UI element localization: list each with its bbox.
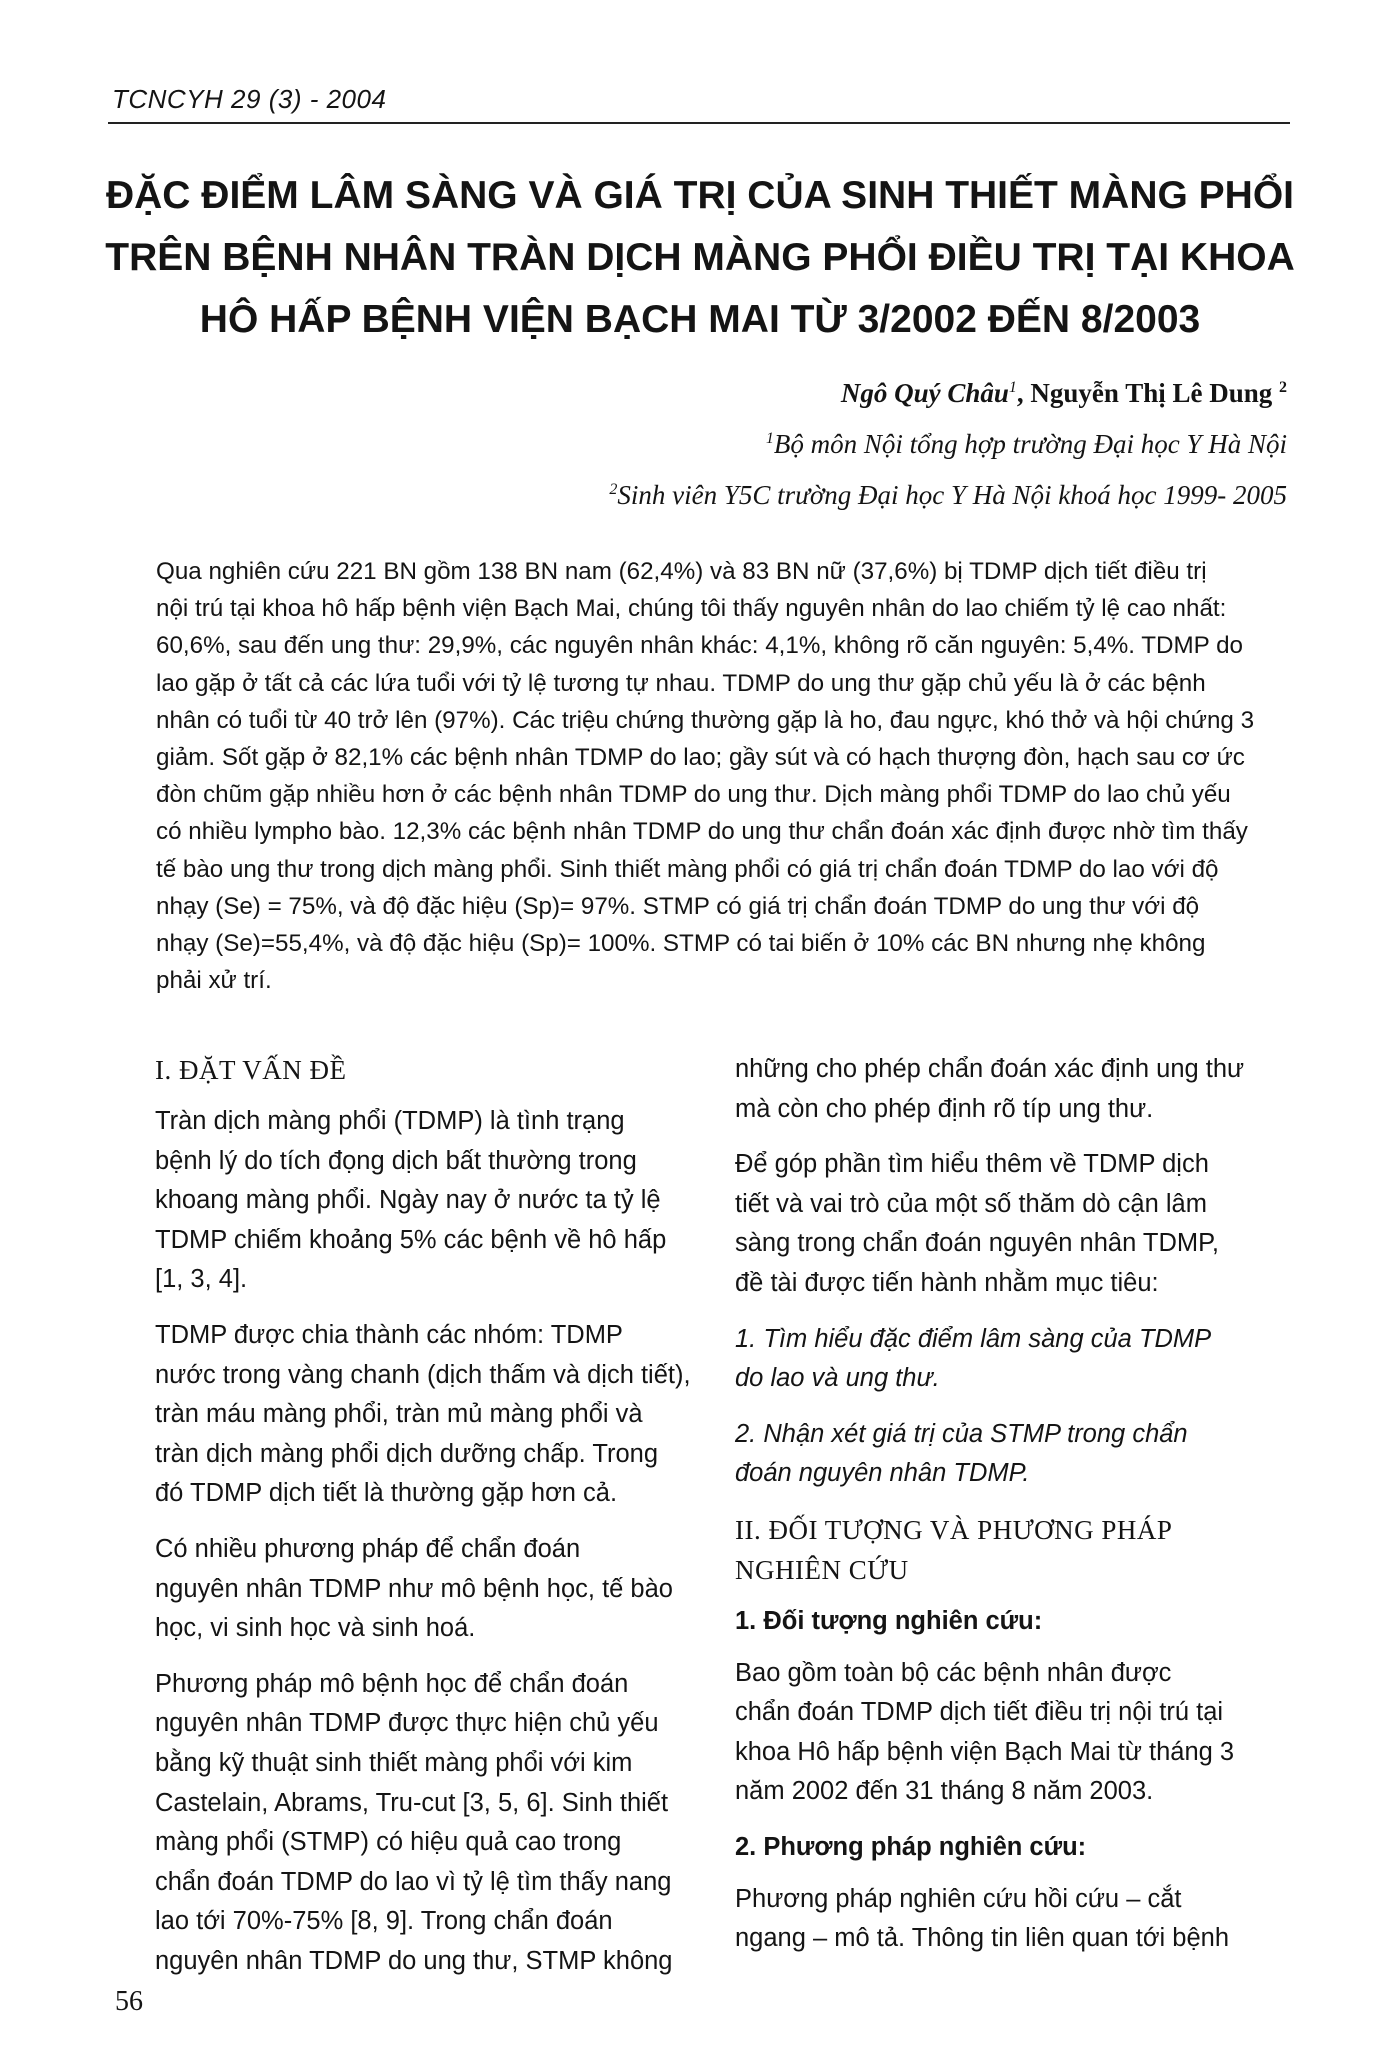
- paragraph: [735, 1880, 1305, 1959]
- text-line: nguyên nhân TDMP như mô bệnh học, tế bào: [155, 1574, 673, 1603]
- right-column: [735, 1050, 1305, 1975]
- text-line: bệnh lý do tích đọng dịch bất thường trong: [155, 1146, 637, 1175]
- objective-item: [735, 1415, 1305, 1494]
- author-name: Ngô Quý Châu: [840, 378, 1009, 408]
- text-line: tràn dịch màng phổi dịch dưỡng chấp. Trong: [155, 1439, 659, 1468]
- text-line: Castelain, Abrams, Tru-cut [3, 5, 6]. Sinh thiết: [155, 1788, 669, 1817]
- paragraph: [735, 1050, 1305, 1129]
- text-line: TDMP được chia thành các nhóm: TDMP: [155, 1320, 623, 1349]
- text-line: [1, 3, 4].: [155, 1265, 248, 1294]
- text-line: mà còn cho phép định rõ típ ung thư.: [735, 1094, 1154, 1123]
- text-line: Có nhiều phương pháp để chẩn đoán: [155, 1534, 581, 1563]
- paragraph: [155, 1665, 675, 1982]
- text-line: ngang – mô tả. Thông tin liên quan tới bệnh: [735, 1924, 1230, 1953]
- header-rule: [108, 122, 1290, 124]
- text-line: bằng kỹ thuật sinh thiết màng phổi với kim: [155, 1748, 633, 1777]
- text-line: đó TDMP dịch tiết là thường gặp hơn cả.: [155, 1479, 618, 1508]
- abstract-line: lao gặp ở tất cả các lứa tuổi với tỷ lệ tương tự nhau. TDMP do ung thư gặp chủ yếu là ở các bệnh: [156, 669, 1206, 697]
- author-superscript: 2: [1279, 379, 1287, 396]
- subsection-heading: 2. Phương pháp nghiên cứu:: [735, 1832, 1087, 1861]
- section-heading: [735, 1510, 1305, 1590]
- author-line: [387, 365, 1287, 416]
- abstract-line: nhân có tuổi từ 40 trở lên (97%). Các triệu chứng thường gặp là ho, đau ngực, khó thở và hội chứng 3: [156, 706, 1255, 734]
- text-line: chẩn đoán TDMP do lao vì tỷ lệ tìm thấy nang: [155, 1867, 672, 1896]
- abstract-line: nhạy (Se) = 75%, và độ đặc hiệu (Sp)= 97%. STMP có giá trị chẩn đoán TDMP do ung thư với độ: [156, 892, 1200, 920]
- paragraph: [735, 1145, 1305, 1303]
- author-block: [387, 365, 1287, 518]
- paragraph: [155, 1102, 675, 1300]
- text-line: Phương pháp nghiên cứu hồi cứu – cắt: [735, 1884, 1182, 1913]
- affiliation-line: [387, 467, 1287, 518]
- abstract: [156, 553, 1301, 999]
- heading-line: NGHIÊN CỨU: [735, 1554, 909, 1585]
- affiliation-line: [387, 416, 1287, 467]
- title-line: TRÊN BỆNH NHÂN TRÀN DỊCH MÀNG PHỔI ĐIỀU TRỊ TẠI KHOA: [105, 236, 1295, 279]
- text-line: học, vi sinh học và sinh hoá.: [155, 1614, 476, 1643]
- text-line: màng phổi (STMP) có hiệu quả cao trong: [155, 1828, 622, 1857]
- affiliation-text: Sinh viên Y5C trường Đại học Y Hà Nội khoá học 1999- 2005: [617, 480, 1287, 510]
- abstract-line: phải xử trí.: [156, 967, 272, 995]
- abstract-line: có nhiều lympho bào. 12,3% các bệnh nhân TDMP do ung thư chẩn đoán xác định được nhờ tìm thấy: [156, 818, 1248, 846]
- running-head: TCNCYH 29 (3) - 2004: [112, 84, 387, 114]
- text-line: đề tài được tiến hành nhằm mục tiêu:: [735, 1268, 1159, 1297]
- author-separator: ,: [1016, 378, 1031, 408]
- text-line: đoán nguyên nhân TDMP.: [735, 1459, 1030, 1488]
- text-line: tiết và vai trò của một số thăm dò cận lâm: [735, 1189, 1207, 1218]
- text-line: năm 2002 đến 31 tháng 8 năm 2003.: [735, 1777, 1154, 1806]
- subsection-heading: 1. Đối tượng nghiên cứu:: [735, 1606, 1043, 1635]
- text-line: nguyên nhân TDMP do ung thư, STMP không: [155, 1946, 673, 1975]
- abstract-line: nội trú tại khoa hô hấp bệnh viện Bạch Mai, chúng tôi thấy nguyên nhân do lao chiếm tỷ lệ cao nhất:: [156, 595, 1227, 623]
- paragraph: [155, 1316, 691, 1514]
- text-line: TDMP chiếm khoảng 5% các bệnh về hô hấp: [155, 1225, 667, 1254]
- section-heading: I. ĐẶT VẤN ĐỀ: [155, 1055, 347, 1085]
- text-line: 1. Tìm hiểu đặc điểm lâm sàng của TDMP: [735, 1324, 1212, 1353]
- text-line: nước trong vàng chanh (dịch thấm và dịch tiết),: [155, 1360, 691, 1389]
- text-line: tràn máu màng phổi, tràn mủ màng phổi và: [155, 1400, 643, 1429]
- affiliation-superscript: 2: [609, 481, 618, 498]
- text-line: Tràn dịch màng phổi (TDMP) là tình trạng: [155, 1107, 625, 1135]
- paragraph: [735, 1654, 1305, 1812]
- text-line: do lao và ung thư.: [735, 1364, 940, 1393]
- text-line: khoang màng phổi. Ngày nay ở nước ta tỷ lệ: [155, 1186, 661, 1215]
- text-line: khoa Hô hấp bệnh viện Bạch Mai từ tháng 3: [735, 1737, 1235, 1766]
- text-line: Phương pháp mô bệnh học để chẩn đoán: [155, 1669, 629, 1698]
- left-column: [155, 1050, 691, 1997]
- abstract-line: nhạy (Se)=55,4%, và độ đặc hiệu (Sp)= 100%. STMP có tai biến ở 10% các BN nhưng nhẹ không: [156, 930, 1206, 958]
- text-line: nguyên nhân TDMP được thực hiện chủ yếu: [155, 1709, 659, 1738]
- text-line: những cho phép chẩn đoán xác định ung thư: [735, 1055, 1245, 1083]
- text-line: lao tới 70%-75% [8, 9]. Trong chẩn đoán: [155, 1907, 613, 1936]
- text-line: sàng trong chẩn đoán nguyên nhân TDMP,: [735, 1229, 1219, 1258]
- text-line: chẩn đoán TDMP dịch tiết điều trị nội trú tại: [735, 1698, 1224, 1727]
- text-line: 2. Nhận xét giá trị của STMP trong chẩn: [735, 1419, 1188, 1448]
- abstract-line: giảm. Sốt gặp ở 82,1% các bệnh nhân TDMP do lao; gầy sút và có hạch thượng đòn, hạch sau cơ ức: [156, 744, 1245, 772]
- text-line: Để góp phần tìm hiểu thêm về TDMP dịch: [735, 1150, 1209, 1179]
- abstract-line: tế bào ung thư trong dịch màng phổi. Sinh thiết màng phổi có giá trị chẩn đoán TDMP do lao với độ: [156, 855, 1219, 883]
- affiliation-superscript: 1: [765, 430, 774, 447]
- paragraph: [155, 1530, 675, 1649]
- article-title: [100, 165, 1300, 351]
- abstract-line: đòn chũm gặp nhiều hơn ở các bệnh nhân TDMP do ung thư. Dịch màng phổi TDMP do lao chủ yếu: [156, 781, 1231, 809]
- author-name: Nguyễn Thị Lê Dung: [1030, 378, 1273, 408]
- title-line: ĐẶC ĐIỂM LÂM SÀNG VÀ GIÁ TRỊ CỦA SINH THIẾT MÀNG PHỔI: [105, 174, 1295, 217]
- author-superscript: 1: [1008, 379, 1017, 396]
- heading-line: II. ĐỐI TƯỢNG VÀ PHƯƠNG PHÁP: [735, 1514, 1173, 1545]
- title-line: HÔ HẤP BỆNH VIỆN BẠCH MAI TỪ 3/2002 ĐẾN 8/2003: [199, 298, 1201, 341]
- affiliation-text: Bộ môn Nội tổng hợp trường Đại học Y Hà Nội: [773, 429, 1287, 459]
- objective-item: [735, 1320, 1305, 1399]
- abstract-line: 60,6%, sau đến ung thư: 29,9%, các nguyên nhân khác: 4,1%, không rõ căn nguyên: 5,4%. TDMP do: [156, 632, 1243, 660]
- text-line: Bao gồm toàn bộ các bệnh nhân được: [735, 1658, 1172, 1687]
- page-number: 56: [115, 1986, 143, 2017]
- abstract-line: Qua nghiên cứu 221 BN gồm 138 BN nam (62,4%) và 83 BN nữ (37,6%) bị TDMP dịch tiết điều trị: [156, 558, 1207, 585]
